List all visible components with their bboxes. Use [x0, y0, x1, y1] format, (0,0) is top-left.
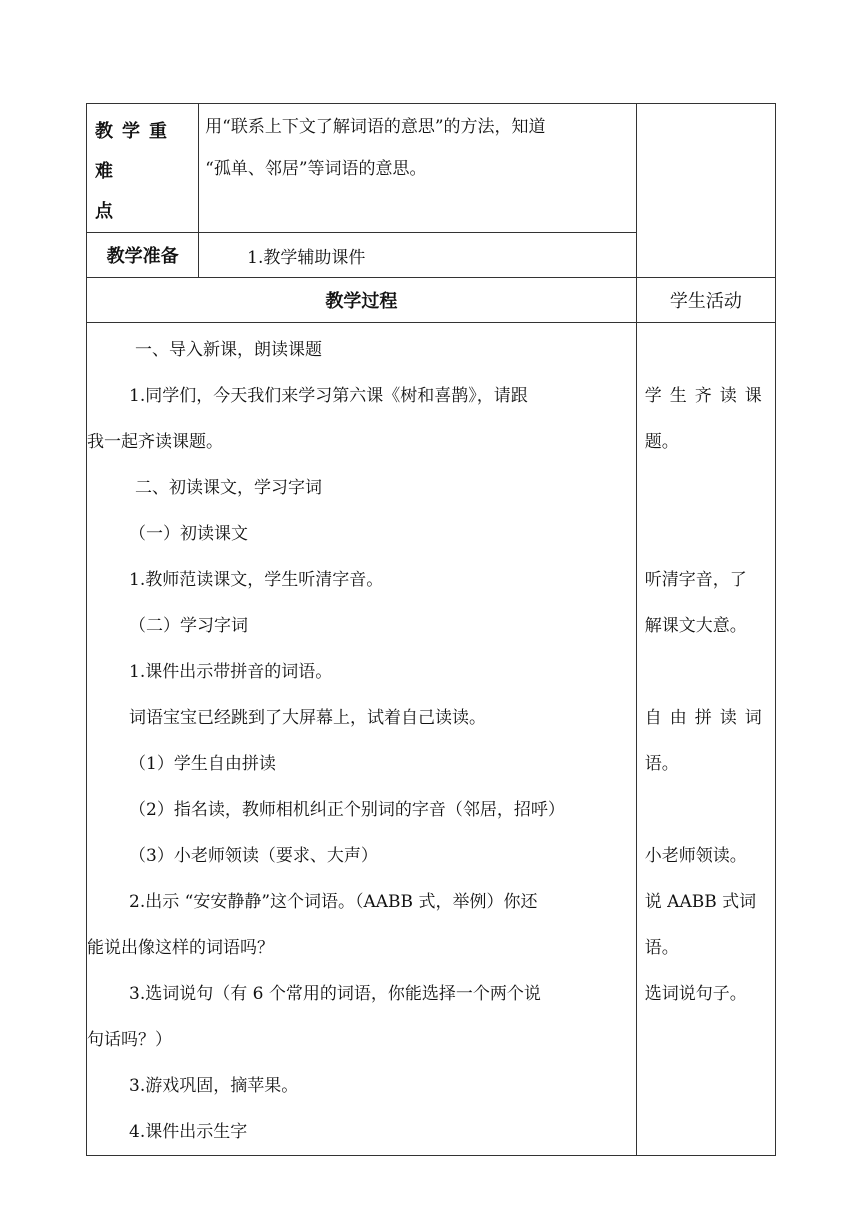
process-line: （二）学习字词	[129, 616, 248, 636]
activity-line	[645, 787, 769, 833]
process-line: 1.教师范读课文，学生听清字音。	[129, 570, 384, 590]
activity-line: 题。	[644, 432, 679, 452]
activity-line	[645, 465, 769, 511]
activity-line: 语。	[644, 938, 679, 958]
activity-line	[645, 1017, 769, 1063]
prep-text: 1.教学辅助课件	[199, 233, 637, 278]
difficulty-text	[199, 104, 637, 233]
prep-label: 教学准备	[87, 233, 199, 278]
activity-line: 学生齐读课	[644, 386, 770, 406]
process-line: （1）学生自由拼读	[129, 754, 276, 774]
difficulty-label-line2: 点	[95, 201, 122, 222]
lesson-plan-table	[86, 103, 776, 1156]
process-line: 2.出示 “安安静静”这个词语。（AABB 式，举例）你还	[129, 892, 538, 912]
difficulty-label	[87, 104, 199, 233]
process-line: 我一起齐读课题。	[87, 432, 223, 452]
activity-line: 听清字音，了	[644, 570, 747, 590]
activity-line: 说 AABB 式词	[644, 892, 757, 912]
activity-line: 解课文大意。	[644, 616, 747, 636]
activity-line: 选词说句子。	[644, 984, 747, 1004]
process-line: （一）初读课文	[129, 524, 248, 544]
difficulty-text-line2: “孤单、邻居”等词语的意思。	[205, 159, 427, 179]
process-line: 句话吗？）	[87, 1030, 172, 1050]
process-line: 词语宝宝已经跳到了大屏幕上，试着自己读读。	[129, 708, 486, 728]
process-line: （3）小老师领读（要求、大声）	[129, 846, 378, 866]
process-line: 一、导入新课，朗读课题	[135, 340, 322, 360]
activity-line	[645, 649, 769, 695]
activity-line	[645, 1109, 769, 1155]
header-row	[87, 278, 776, 323]
process-line: 3.选词说句（有 6 个常用的词语，你能选择一个两个说	[129, 984, 541, 1004]
activity-line	[645, 511, 769, 557]
process-header: 教学过程	[87, 278, 637, 323]
activity-content	[636, 323, 775, 1156]
activity-line	[645, 327, 769, 373]
process-line: 3.游戏巩固，摘苹果。	[129, 1076, 299, 1096]
process-line: 二、初读课文，学习字词	[135, 478, 322, 498]
difficulty-label-line1: 教学重难	[95, 121, 176, 182]
activity-line	[645, 1063, 769, 1109]
process-row	[87, 323, 776, 1156]
process-line: 4.课件出示生字	[129, 1122, 248, 1142]
difficulty-row	[87, 104, 776, 233]
process-line: 1.课件出示带拼音的词语。	[129, 662, 333, 682]
activity-line: 语。	[644, 754, 679, 774]
difficulty-text-line1: 用“联系上下文了解词语的意思”的方法，知道	[205, 117, 546, 137]
process-line: 1.同学们，今天我们来学习第六课《树和喜鹊》，请跟	[129, 386, 528, 406]
difficulty-side-cell	[636, 104, 775, 278]
process-line: 能说出像这样的词语吗？	[87, 938, 274, 958]
activity-line: 小老师领读。	[644, 846, 747, 866]
process-content	[87, 323, 637, 1156]
activity-line: 自由拼读词	[644, 708, 770, 728]
activity-header: 学生活动	[636, 278, 775, 323]
process-line: （2）指名读，教师相机纠正个别词的字音（邻居，招呼）	[129, 800, 565, 820]
